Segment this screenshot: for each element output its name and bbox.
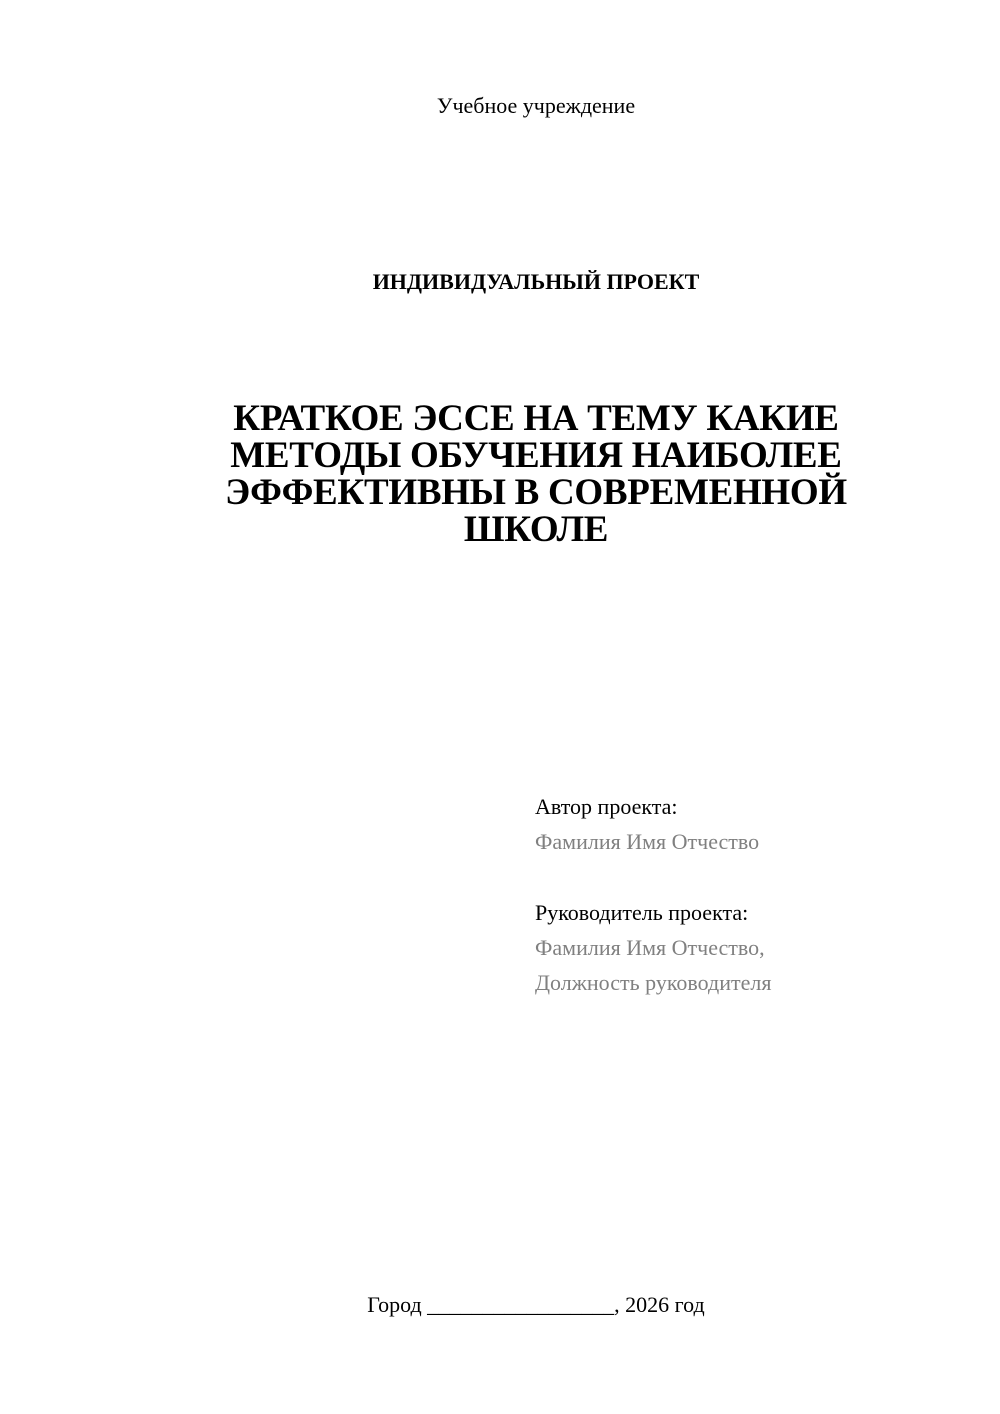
title-line: ЭФФЕКТИВНЫ В СОВРЕМЕННОЙ bbox=[225, 472, 847, 513]
institution-name: Учебное учреждение bbox=[436, 93, 636, 118]
title-line: МЕТОДЫ ОБУЧЕНИЯ НАИБОЛЕЕ bbox=[230, 435, 842, 476]
supervisor-position: Должность руководителя bbox=[535, 970, 772, 995]
title-line: КРАТКОЕ ЭССЕ НА ТЕМУ КАКИЕ bbox=[233, 398, 839, 439]
city-year-line: Город _________________, 2026 год bbox=[367, 1292, 705, 1317]
author-name: Фамилия Имя Отчество bbox=[535, 829, 760, 854]
author-label: Автор проекта: bbox=[535, 794, 678, 819]
supervisor-name: Фамилия Имя Отчество, bbox=[535, 935, 765, 960]
title-line: ШКОЛЕ bbox=[463, 509, 609, 550]
supervisor-label: Руководитель проекта: bbox=[535, 900, 749, 925]
project-type-heading: ИНДИВИДУАЛЬНЫЙ ПРОЕКТ bbox=[372, 269, 700, 294]
roles-spacer bbox=[535, 859, 975, 895]
project-title bbox=[200, 400, 872, 548]
project-roles bbox=[535, 789, 975, 1000]
